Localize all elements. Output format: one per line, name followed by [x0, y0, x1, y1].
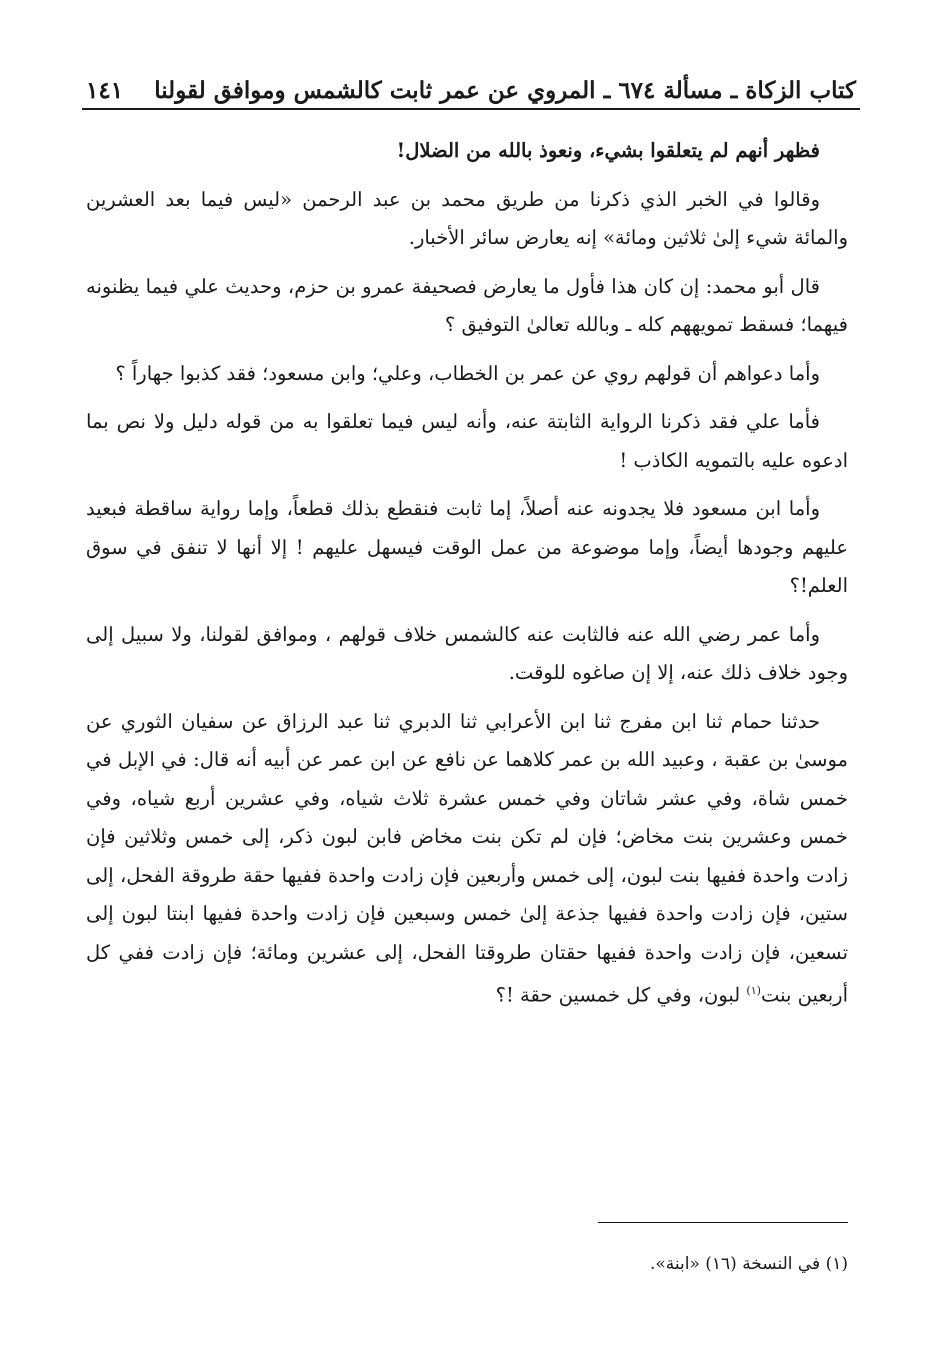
paragraph: فظهر أنهم لم يتعلقوا بشيء، ونعوذ بالله من الضلال! — [396, 139, 820, 162]
running-header — [86, 58, 856, 104]
hadith-paragraph — [86, 703, 848, 1016]
paragraph: وأما ابن مسعود فلا يجدونه عنه أصلاً، إما ثابت فنقطع بذلك قطعاً، وإما رواية ساقطة فبعيد عليهم وجودها أيضاً، وإما موضوعة من عمل الوقت فيسهل عليهم ! إلا أنها لا تنفق في سوق العلم!؟ — [86, 497, 848, 597]
paragraph: قال أبو محمد: إن كان هذا فأول ما يعارض فصحيفة عمرو بن حزم، وحديث علي فيما يظنونه فيهما؛ فسقط تمويههم كله ـ وبالله تعالىٰ التوفيق ؟ — [86, 274, 848, 336]
header-title: كتاب الزكاة ـ مسألة ٦٧٤ ـ المروي عن عمر ثابت كالشمس وموافق لقولنا — [154, 77, 856, 104]
hadith-text: حدثنا حمام ثنا ابن مفرج ثنا ابن الأعرابي ثنا الدبري ثنا عبد الرزاق عن سفيان الثوري عن موسىٰ بن عقبة ، وعبيد الله بن عمر كلاهما عن نافع عن ابن عمر عن أبيه أنه قال: في الإبل في خمس شاة، وفي عشر شاتان وفي خمس عشرة ثلاث شياه، وفي عشرين أربع شياه، وفي خمس وعشرين بنت مخاض؛ فإن لم تكن بنت مخاض فابن لبون ذكر، إلى خمس وثلاثين فإن زادت واحدة ففيها بنت لبون، إلى خمس وأربعين فإن زادت واحدة ففيها حقة طروقة الفحل، إلى ستين، فإن زادت واحدة ففيها جذعة إلىٰ خمس وسبعين فإن زادت واحدة ففيها ابنتا لبون إلى تسعين، فإن زادت واحدة ففيها حقتان طروقتا الفحل، إلى عشرين ومائة؛ فإن زادت ففي كل أربعين بنت — [86, 709, 848, 1007]
footnote-rule — [598, 1222, 848, 1223]
paragraph: وأما دعواهم أن قولهم روي عن عمر بن الخطاب، وعلي؛ وابن مسعود؛ فقد كذبوا جهاراً ؟ — [115, 361, 820, 385]
page-body — [86, 132, 848, 1025]
header-rule — [82, 108, 860, 110]
paragraph: فأما علي فقد ذكرنا الرواية الثابتة عنه، وأنه ليس فيما تعلقوا به من قوله دليل ولا نص بما ادعوه عليه بالتمويه الكاذب ! — [86, 410, 848, 472]
footnote-reference: (١) — [746, 984, 761, 997]
page-number: ١٤١ — [86, 77, 124, 104]
paragraph: وأما عمر رضي الله عنه فالثابت عنه كالشمس خلاف قولهم ، وموافق لقولنا، ولا سبيل إلى وجود خلاف ذلك عنه، إلا إن صاغوه للوقت. — [86, 622, 848, 684]
hadith-text-end: لبون، وفي كل خمسين حقة !؟ — [495, 983, 747, 1007]
paragraph: وقالوا في الخبر الذي ذكرنا من طريق محمد بن عبد الرحمن «ليس فيما بعد العشرين والمائة شيء إلىٰ ثلاثين ومائة» إنه يعارض سائر الأخبار. — [86, 187, 848, 249]
footnote: (١) في النسخة (١٦) «ابنة». — [649, 1254, 848, 1274]
